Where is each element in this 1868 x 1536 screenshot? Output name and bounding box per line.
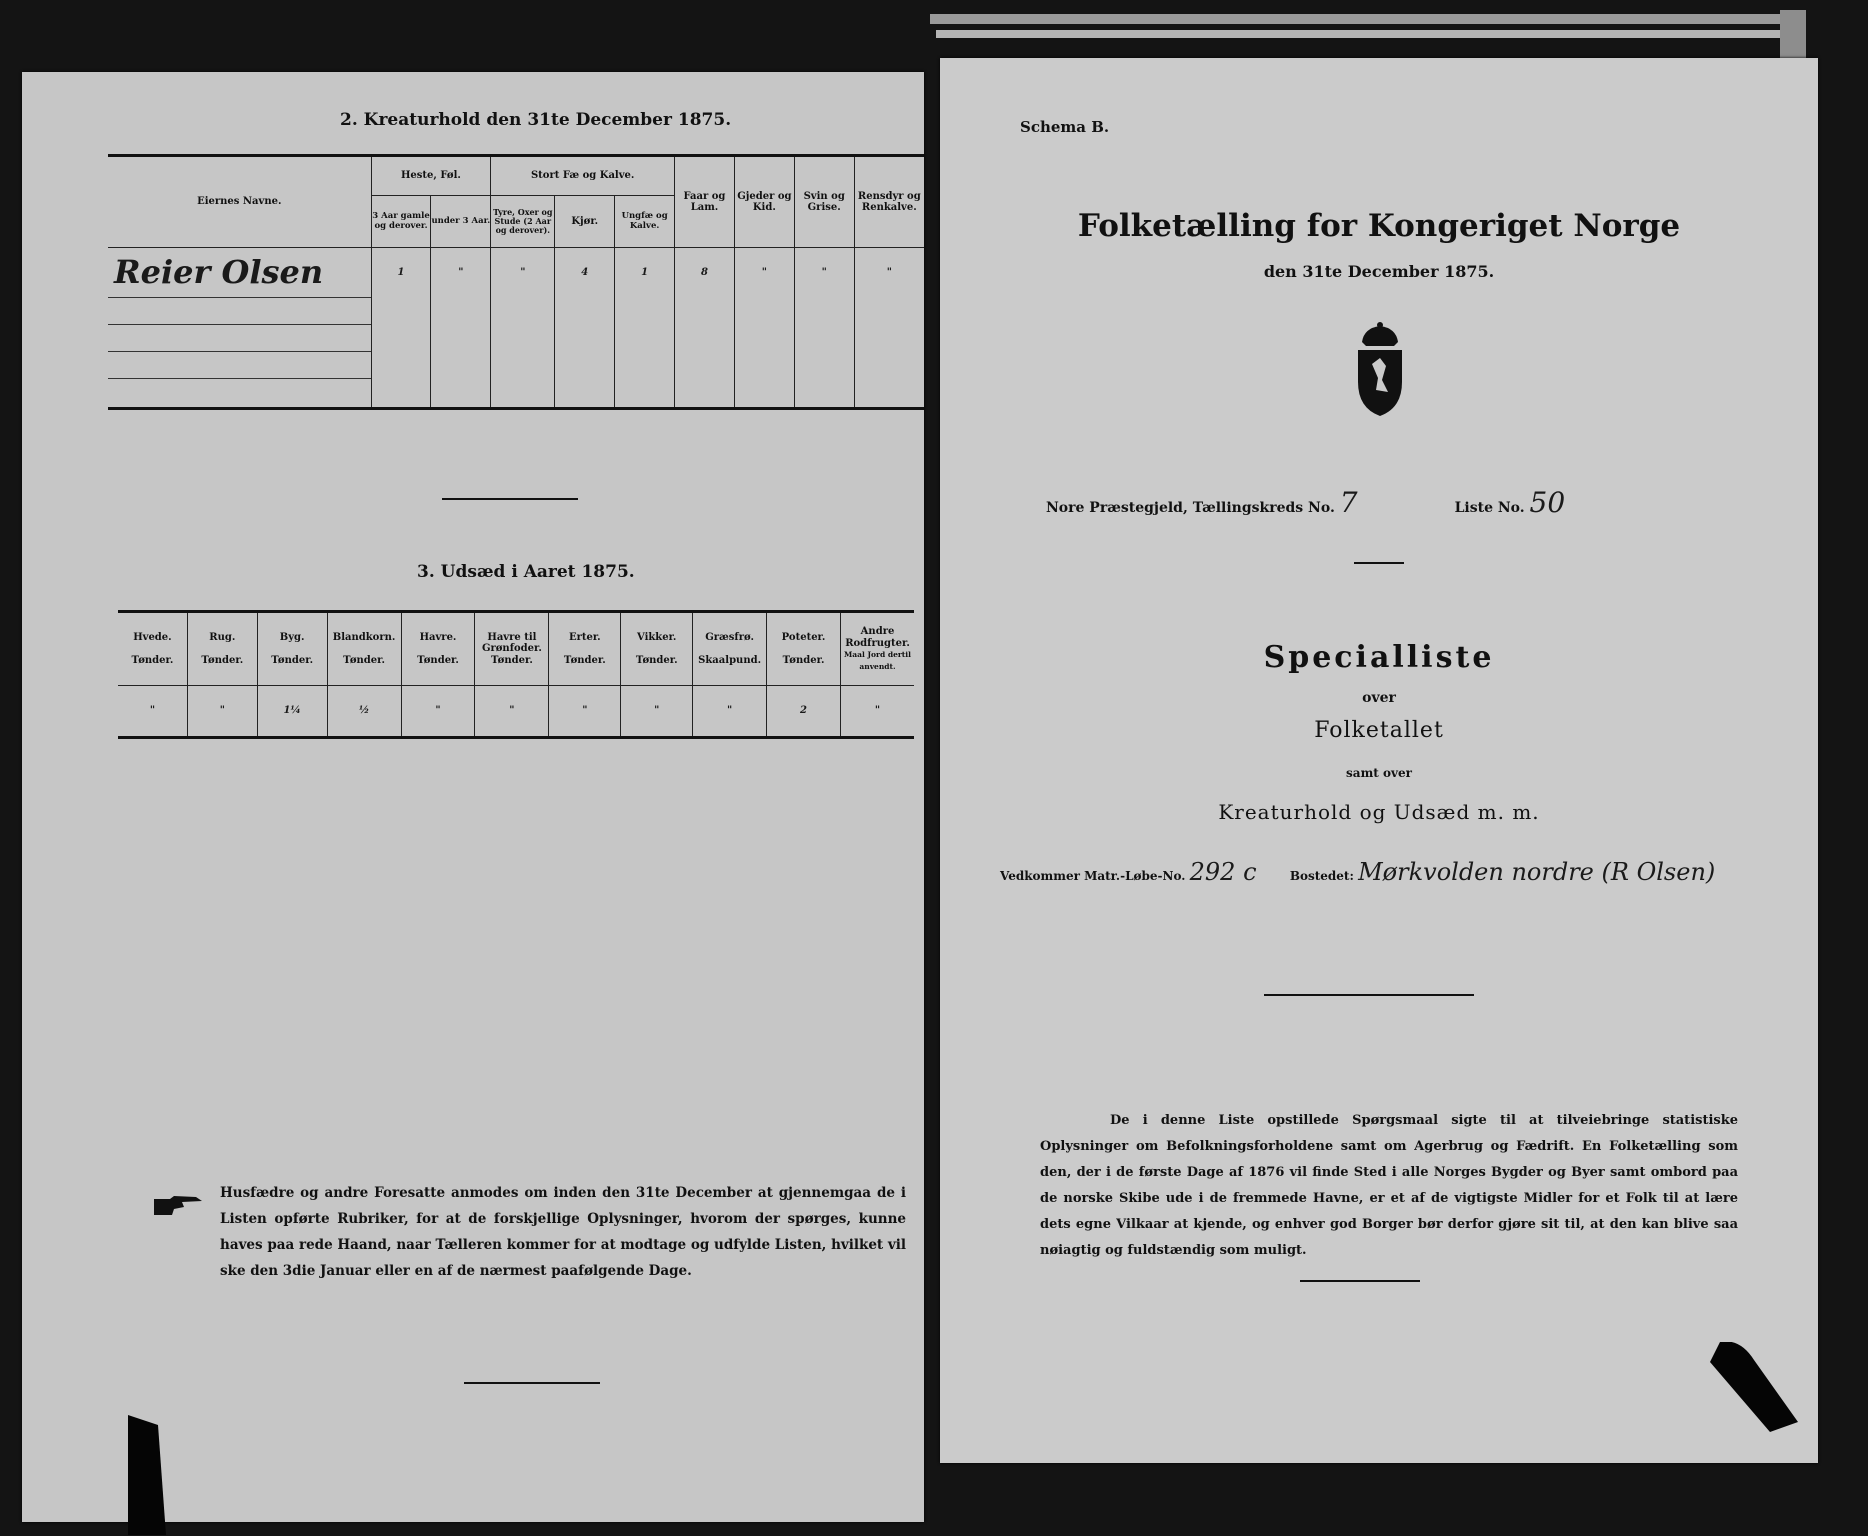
grass-seed-header: Græsfrø. Skaalpund. xyxy=(693,612,767,686)
separator-rule xyxy=(1264,994,1474,996)
kreds-value: 7 xyxy=(1339,486,1358,519)
samt-over-text: samt over xyxy=(1346,766,1412,780)
district-line xyxy=(1046,486,1746,518)
value-pigs: " xyxy=(794,248,854,298)
kreds-label: Tællingskreds No. xyxy=(1192,500,1335,516)
sowing-title: 3. Udsæd i Aaret 1875. xyxy=(417,562,635,582)
value-potatoes: 2 xyxy=(767,686,841,738)
value-grass-seed: " xyxy=(693,686,767,738)
root-crops-header: Andre Rodfrugter. Maal Jord dertil anvendt. xyxy=(841,612,915,686)
folketallet-text: Folketallet xyxy=(1314,718,1444,743)
value-reindeer: " xyxy=(854,248,924,298)
value-wheat: " xyxy=(118,686,187,738)
clip-icon xyxy=(1710,1342,1800,1432)
value-barley: 1¼ xyxy=(257,686,327,738)
value-peas: " xyxy=(549,686,621,738)
prestegjeld-label: Nore Præstegjeld, xyxy=(1046,500,1188,516)
bulls-header: Tyre, Oxer og Stude (2 Aar og derover). xyxy=(491,196,555,248)
value-rye: " xyxy=(187,686,257,738)
liste-value: 50 xyxy=(1529,486,1566,519)
horses-group-header: Heste, Føl. xyxy=(371,156,491,196)
left-page xyxy=(22,72,924,1522)
barley-header: Byg. Tønder. xyxy=(257,612,327,686)
sheep-header: Faar og Lam. xyxy=(675,156,735,248)
footer-note: De i denne Liste opstillede Spørgsmaal sigte til at tilveiebringe statistiske Oplysninger om Befolkningsforholdene samt om Agerbrug og Fædrift. En Folketælling som den, der i de første Dage af 1876 vil finde Sted i alle Norges Bygder og Byer samt ombord paa de norske Skibe ude i de fremmede Havne, er et af de vigtigste Midler for et Folk til at lære dets egne Vilkaar at kjende, og enhver god Borger bør derfor gjøre sit til, at den kan blive saa nøiagtig og fuldstændig som muligt. xyxy=(1040,1113,1738,1258)
mixed-grain-header: Blandkorn. Tønder. xyxy=(327,612,401,686)
special-title: Specialliste xyxy=(1263,640,1495,675)
bottom-rule xyxy=(464,1382,600,1384)
separator-rule xyxy=(442,498,578,500)
horses-over-3-header: 3 Aar gamle og derover. xyxy=(371,196,431,248)
value-oats: " xyxy=(401,686,475,738)
value-bulls: " xyxy=(491,248,555,298)
goats-header: Gjeder og Kid. xyxy=(734,156,794,248)
over-text: over xyxy=(1362,690,1396,706)
pointing-hand-icon xyxy=(152,1195,204,1217)
property-line xyxy=(1000,858,1800,894)
matr-value: 292 c xyxy=(1189,858,1257,886)
wheat-header: Hvede. Tønder. xyxy=(118,612,187,686)
value-vetch: " xyxy=(621,686,693,738)
sowing-table xyxy=(118,610,914,739)
value-goats: " xyxy=(734,248,794,298)
page-stack-edge xyxy=(930,14,1790,24)
value-sheep: 8 xyxy=(675,248,735,298)
vetch-header: Vikker. Tønder. xyxy=(621,612,693,686)
clip-icon xyxy=(128,1414,168,1536)
bosted-value: Mørkvolden nordre (R Olsen) xyxy=(1358,858,1716,886)
bosted-label: Bostedet: xyxy=(1289,869,1354,883)
schema-label: Schema B. xyxy=(1020,118,1110,136)
cows-header: Kjør. xyxy=(555,196,615,248)
livestock-title: 2. Kreaturhold den 31te December 1875. xyxy=(340,110,732,130)
calves-header: Ungfæ og Kalve. xyxy=(615,196,675,248)
right-page xyxy=(940,58,1818,1463)
census-title: Folketælling for Kongeriget Norge xyxy=(1077,208,1681,244)
separator-rule xyxy=(1354,562,1404,564)
value-green-oats: " xyxy=(475,686,549,738)
value-mixed-grain: ½ xyxy=(327,686,401,738)
value-cows: 4 xyxy=(555,248,615,298)
peas-header: Erter. Tønder. xyxy=(549,612,621,686)
value-root-crops: " xyxy=(841,686,915,738)
coat-of-arms-icon xyxy=(1350,320,1410,420)
value-horses-under-3: " xyxy=(431,248,491,298)
livestock-table xyxy=(108,154,924,410)
potatoes-header: Poteter. Tønder. xyxy=(767,612,841,686)
horses-under-3-header: under 3 Aar. xyxy=(431,196,491,248)
census-subtitle: Kreaturhold og Udsæd m. m. xyxy=(1218,800,1540,824)
owner-name: Reier Olsen xyxy=(108,248,371,298)
oats-header: Havre. Tønder. xyxy=(401,612,475,686)
value-calves: 1 xyxy=(615,248,675,298)
page-stack-edge xyxy=(936,30,1806,38)
rye-header: Rug. Tønder. xyxy=(187,612,257,686)
liste-label: Liste No. xyxy=(1454,500,1525,516)
instruction-note: Husfædre og andre Foresatte anmodes om inden den 31te December at gjennemgaa de i Listen opførte Rubriker, for at de forskjellige Oplysninger, hvorom der spørges, kunne haves paa rede Haand, naar Tælleren kommer for at modtage og udfylde Listen, hvilket vil ske den 3die Januar eller en af de nærmest paafølgende Dage. xyxy=(220,1185,906,1279)
owner-header: Eiernes Navne. xyxy=(108,156,371,248)
livestock-row xyxy=(108,248,924,298)
bottom-rule xyxy=(1300,1280,1420,1282)
census-date: den 31te December 1875. xyxy=(1263,262,1495,281)
reindeer-header: Rensdyr og Renkalve. xyxy=(854,156,924,248)
pigs-header: Svin og Grise. xyxy=(794,156,854,248)
cattle-group-header: Stort Fæ og Kalve. xyxy=(491,156,675,196)
matr-label: Vedkommer Matr.-Løbe-No. xyxy=(1000,869,1186,883)
value-horses-over-3: 1 xyxy=(371,248,431,298)
green-oats-header: Havre til Grønfoder. Tønder. xyxy=(475,612,549,686)
